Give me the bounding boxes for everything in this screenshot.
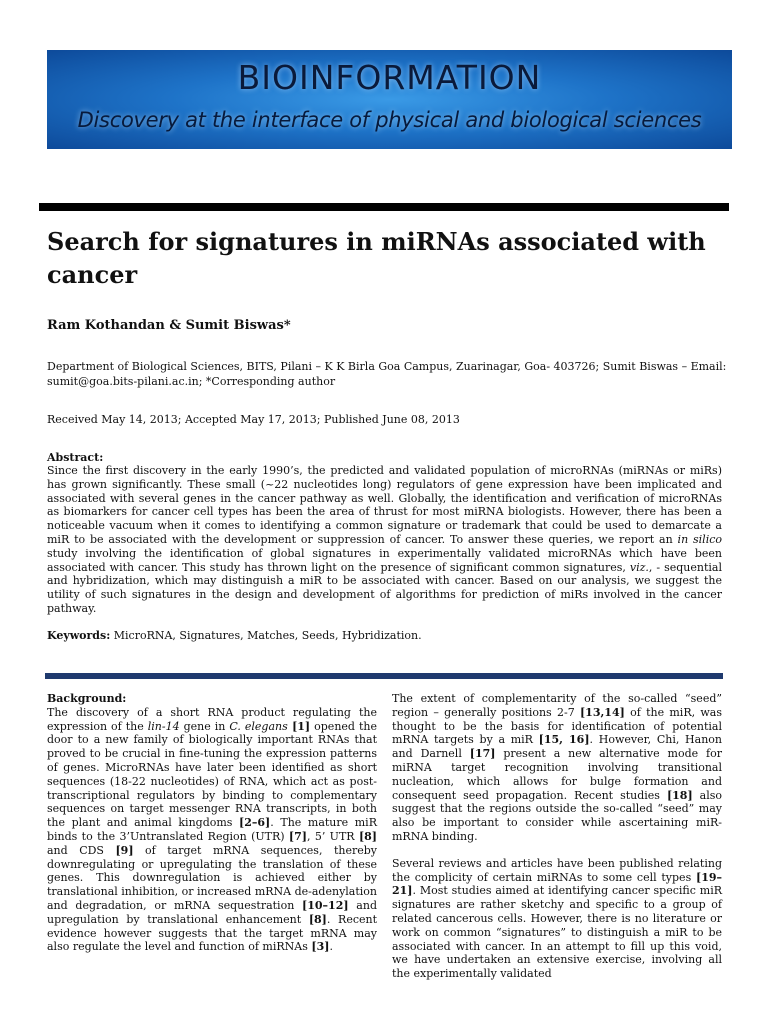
seed-region-paragraph: The extent of complementarity of the so-called “seed” region – generally positions 2-7 [13,14] of the miR, was thought to be the basis for identification of potential mRNA targets by a miR [15, 16]. However, Chi, Hanon and Darnell [17] present a new alternative mode for miRNA target recognition involving transitional nucleation, which allows for bulge formation and consequent seed propagation. Recent studies [18] also suggest that the regions outside the so-called “seed” may also be important to consider while ascertaining miR-mRNA binding. xyxy=(392,692,722,843)
journal-tagline: Discovery at the interface of physical and biological sciences xyxy=(77,108,702,132)
article-title: Search for signatures in miRNAs associated with cancer xyxy=(47,227,706,289)
background-heading: Background: xyxy=(47,692,127,705)
background-paragraph: Background: The discovery of a short RNA product regulating the expression of the lin-14 gene in C. elegans [1] opened the door to a new family of biologically important RNAs that proved to be crucial in fine-tuning the expression patterns of genes. MicroRNAs have later been identified as short sequences (18-22 nucleotides) of RNA, which act as post-transcriptional regulators by binding to complementary sequences on target messenger RNA transcripts, in both the plant and animal kingdoms [2–6]. The mature miR binds to the 3’Untranslated Region (UTR) [7], 5’ UTR [8] and CDS [9] of target mRNA sequences, thereby downregulating or upregulating the translation of these genes. This downregulation is achieved either by translational inhibition, or increased mRNA de-adenylation and degradation, or mRNA sequestration [10–12] and upregulation by translational enhancement [8]. Recent evidence however suggests that the target mRNA may also regulate the level and function of miRNAs [3]. xyxy=(47,692,378,954)
journal-banner xyxy=(47,50,732,149)
body-column-left xyxy=(47,692,377,967)
author-list: Ram Kothandan & Sumit Biswas* xyxy=(47,318,291,333)
body-column-right xyxy=(392,692,722,994)
top-divider xyxy=(39,203,729,211)
affiliation: Department of Biological Sciences, BITS, Pilani – K K Birla Goa Campus, Zuarinagar, Goa- 403726; Sumit Biswas – Email: sumit@goa.bits-pilani.ac.in; *Corresponding author xyxy=(47,360,727,388)
abstract-heading: Abstract: xyxy=(47,451,104,464)
reviews-paragraph: Several reviews and articles have been published relating the complicity of certain miRNAs to some cell types [19–21]. Most studies aimed at identifying cancer specific miR signatures are rather sketchy and specific to a group of related cancerous cells. However, there is no literature or work on common “signatures” to distinguish a miR to be associated with cancer. In an attempt to fill up this void, we have undertaken an extensive exercise, involving all the experimentally validated xyxy=(392,856,722,981)
publication-dates: Received May 14, 2013; Accepted May 17, 2013; Published June 08, 2013 xyxy=(47,413,460,426)
keywords-list: MicroRNA, Signatures, Matches, Seeds, Hybridization. xyxy=(110,629,422,642)
keywords-label: Keywords: xyxy=(47,629,111,642)
abstract-text: Since the first discovery in the early 1990’s, the predicted and validated population of microRNAs (miRNAs or miRs) has grown significantly. These small (~22 nucleotides long) regulators of gene expression have been implicated and associated with several genes in the cancer pathway as well. Globally, the identification and verification of microRNAs as biomarkers for cancer cell types has been the area of thrust for most miRNA biologists. However, there has been a noticeable vacuum when it comes to identifying a common signature or trademark that could be used to demarcate a miR to be associated with the development or suppression of cancer. To answer these queries, we report an in silico study involving the identification of global signatures in experimentally validated microRNAs which have been associated with cancer. This study has thrown light on the presence of significant common signatures, viz., - sequential and hybridization, which may distinguish a miR to be associated with cancer. Based on our analysis, we suggest the utility of such signatures in the design and development of algorithms for prediction of miRs involved in the cancer pathway. xyxy=(47,464,722,615)
keywords xyxy=(47,629,422,642)
section-divider xyxy=(45,673,723,679)
journal-title: BIOINFORMATION xyxy=(237,58,542,97)
